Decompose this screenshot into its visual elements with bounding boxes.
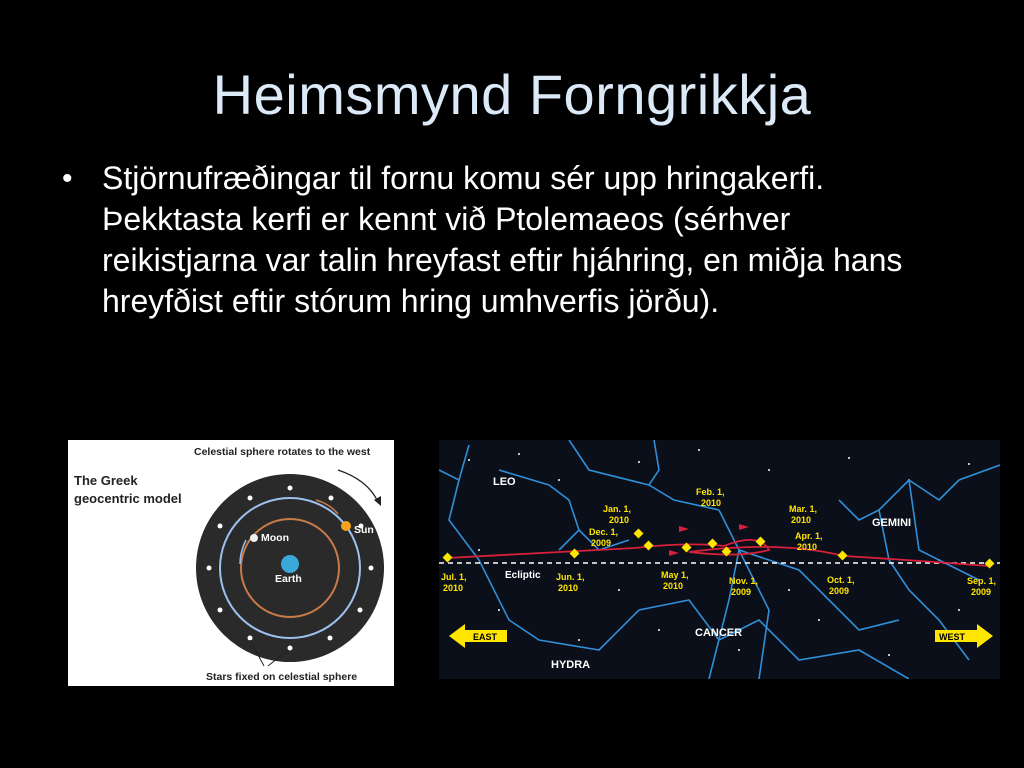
date-jul1-l2: 2010 xyxy=(443,583,464,593)
ecliptic-label: Ecliptic xyxy=(505,570,541,581)
date-jun1-l1: Jun. 1, xyxy=(556,572,585,582)
geocentric-model-figure xyxy=(68,440,394,686)
bullet-text: Stjörnufræðingar til fornu komu sér upp hringakerfi. Þekktasta kerfi er kennt við Ptolemaeos (sérhver reikistjarna var talin hreyfast eftir hjáhring, en miðja hans hreyfðist eftir stórum hring umhverfis jörðu). xyxy=(102,160,903,319)
date-may1-l1: May 1, xyxy=(661,570,689,580)
date-feb1-l2: 2010 xyxy=(701,498,722,508)
earth-icon xyxy=(281,555,299,573)
date-jan1-l1: Jan. 1, xyxy=(603,504,632,514)
moon-label: Moon xyxy=(261,532,289,544)
sky-map-figure xyxy=(439,440,1000,679)
date-sep1-l1: Sep. 1, xyxy=(967,576,997,586)
top-caption: Celestial sphere rotates to the west xyxy=(194,446,371,458)
figure-heading-line1: The Greek xyxy=(74,473,138,488)
east-label: EAST xyxy=(473,632,498,642)
date-sep1-l2: 2009 xyxy=(971,587,992,597)
date-dec1-l1: Dec. 1, xyxy=(589,527,619,537)
date-nov1-l2: 2009 xyxy=(731,587,752,597)
date-nov1-l1: Nov. 1, xyxy=(729,576,758,586)
date-jun1-l2: 2010 xyxy=(558,583,579,593)
gemini-label: GEMINI xyxy=(872,517,912,529)
date-apr1-l2: 2010 xyxy=(797,542,818,552)
sun-label: Sun xyxy=(354,524,374,536)
date-apr1-l1: Apr. 1, xyxy=(795,531,823,541)
leo-label: LEO xyxy=(493,476,516,488)
date-dec1-l2: 2009 xyxy=(591,538,612,548)
cancer-label: CANCER xyxy=(695,627,743,639)
date-oct1-l1: Oct. 1, xyxy=(827,575,855,585)
hydra-label: HYDRA xyxy=(551,659,591,671)
earth-label: Earth xyxy=(275,573,302,585)
moon-icon xyxy=(250,534,258,542)
date-jan1-l2: 2010 xyxy=(609,515,630,525)
figure-heading-line2: geocentric model xyxy=(74,491,182,506)
sun-icon xyxy=(341,521,351,531)
date-mar1-l1: Mar. 1, xyxy=(789,504,818,514)
date-mar1-l2: 2010 xyxy=(791,515,812,525)
date-may1-l2: 2010 xyxy=(663,581,684,591)
west-label: WEST xyxy=(939,632,965,642)
bottom-caption: Stars fixed on celestial sphere xyxy=(206,671,358,683)
bullet-marker: • xyxy=(62,162,73,195)
date-oct1-l2: 2009 xyxy=(829,586,850,596)
slide-title: Heimsmynd Forngrikkja xyxy=(212,63,812,126)
date-feb1-l1: Feb. 1, xyxy=(696,487,725,497)
date-jul1-l1: Jul. 1, xyxy=(441,572,467,582)
